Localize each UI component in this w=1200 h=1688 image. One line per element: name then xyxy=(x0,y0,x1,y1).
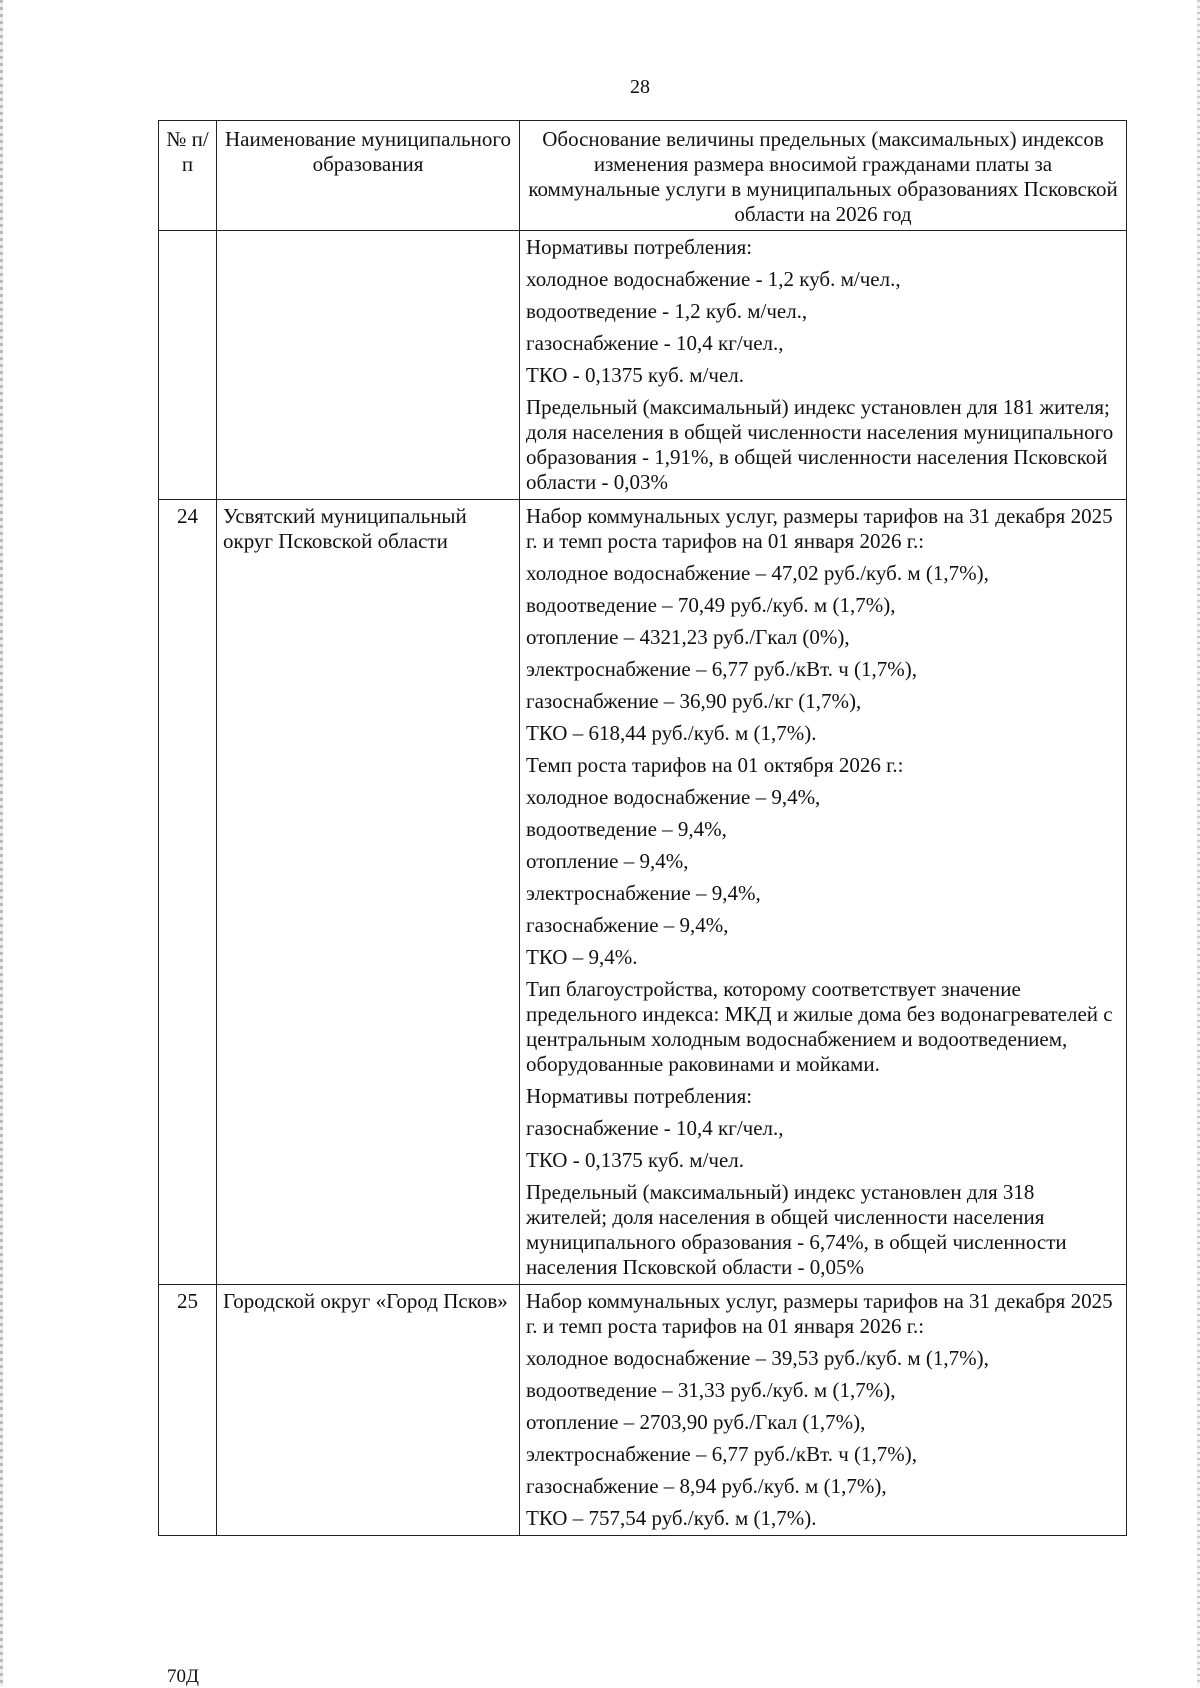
basis-line: Тип благоустройства, которому соответствует значение предельного индекса: МКД и жилые дома без водонагревателей с центральным холодным водоснабжением и водоотведением, оборудованные раковинами и мойками. xyxy=(526,977,1113,1076)
basis-line: газоснабжение – 9,4%, xyxy=(526,913,729,937)
basis-line: ТКО – 757,54 руб./куб. м (1,7%). xyxy=(526,1506,817,1530)
basis-line: электроснабжение – 6,77 руб./кВт. ч (1,7%), xyxy=(526,657,918,681)
basis-line: электроснабжение – 6,77 руб./кВт. ч (1,7%), xyxy=(526,1442,918,1466)
basis-line: Нормативы потребления: xyxy=(526,235,753,259)
basis-line: водоотведение – 31,33 руб./куб. м (1,7%), xyxy=(526,1378,896,1402)
basis-line: Набор коммунальных услуг, размеры тарифов на 31 декабря 2025 г. и темп роста тарифов на 01 января 2026 г.: xyxy=(526,504,1113,553)
row-number xyxy=(159,231,217,500)
row-number: 25 xyxy=(159,1285,217,1536)
basis-line: ТКО - 0,1375 куб. м/чел. xyxy=(526,363,745,387)
row-number: 24 xyxy=(159,500,217,1285)
tariff-table xyxy=(158,120,1127,1536)
basis-cell xyxy=(520,500,1127,1285)
basis-line: холодное водоснабжение – 9,4%, xyxy=(526,785,821,809)
basis-line: Предельный (максимальный) индекс установлен для 318 жителей; доля населения в общей численности населения муниципального образования - 6,74%, в общей численности населения Псковской области - 0,05% xyxy=(526,1180,1067,1279)
municipality-name: Городской округ «Город Псков» xyxy=(217,1285,520,1536)
table-header xyxy=(159,121,1127,231)
basis-line: ТКО - 0,1375 куб. м/чел. xyxy=(526,1148,745,1172)
basis-line: газоснабжение - 10,4 кг/чел., xyxy=(526,331,784,355)
basis-line: холодное водоснабжение – 39,53 руб./куб. м (1,7%), xyxy=(526,1346,989,1370)
header-row xyxy=(159,121,1127,231)
basis-line: газоснабжение - 10,4 кг/чел., xyxy=(526,1116,784,1140)
footer-code: 70Д xyxy=(167,1666,199,1687)
basis-line: холодное водоснабжение – 47,02 руб./куб. м (1,7%), xyxy=(526,561,989,585)
header-num: № п/п xyxy=(159,121,217,231)
basis-line: водоотведение - 1,2 куб. м/чел., xyxy=(526,299,808,323)
table-row xyxy=(159,500,1127,1285)
page-number: 28 xyxy=(630,76,650,98)
basis-line: холодное водоснабжение - 1,2 куб. м/чел., xyxy=(526,267,901,291)
basis-line: водоотведение – 70,49 руб./куб. м (1,7%), xyxy=(526,593,896,617)
basis-line: ТКО – 9,4%. xyxy=(526,945,638,969)
scan-edge-left xyxy=(0,0,3,1686)
basis-line: Набор коммунальных услуг, размеры тарифов на 31 декабря 2025 г. и темп роста тарифов на 01 января 2026 г.: xyxy=(526,1289,1113,1338)
table-row xyxy=(159,1285,1127,1536)
table-row xyxy=(159,231,1127,500)
basis-line: Предельный (максимальный) индекс установлен для 181 жителя; доля населения в общей численности населения муниципального образования - 1,91%, в общей численности населения Псковской области - 0,03% xyxy=(526,395,1114,494)
basis-line: Темп роста тарифов на 01 октября 2026 г.: xyxy=(526,753,904,777)
table-body xyxy=(159,231,1127,1536)
basis-line: Нормативы потребления: xyxy=(526,1084,753,1108)
basis-line: отопление – 2703,90 руб./Гкал (1,7%), xyxy=(526,1410,866,1434)
header-name: Наименование муниципального образования xyxy=(217,121,520,231)
basis-cell xyxy=(520,1285,1127,1536)
basis-line: ТКО – 618,44 руб./куб. м (1,7%). xyxy=(526,721,817,745)
municipality-name xyxy=(217,231,520,500)
municipality-name: Усвятский муниципальный округ Псковской области xyxy=(217,500,520,1285)
basis-line: водоотведение – 9,4%, xyxy=(526,817,727,841)
basis-cell xyxy=(520,231,1127,500)
basis-line: отопление – 9,4%, xyxy=(526,849,689,873)
basis-line: газоснабжение – 8,94 руб./куб. м (1,7%), xyxy=(526,1474,887,1498)
basis-line: газоснабжение – 36,90 руб./кг (1,7%), xyxy=(526,689,862,713)
basis-line: отопление – 4321,23 руб./Гкал (0%), xyxy=(526,625,850,649)
basis-line: электроснабжение – 9,4%, xyxy=(526,881,761,905)
header-basis: Обоснование величины предельных (максимальных) индексов изменения размера вносимой гражданами платы за коммунальные услуги в муниципальных образованиях Псковской области на 2026 год xyxy=(520,121,1127,231)
